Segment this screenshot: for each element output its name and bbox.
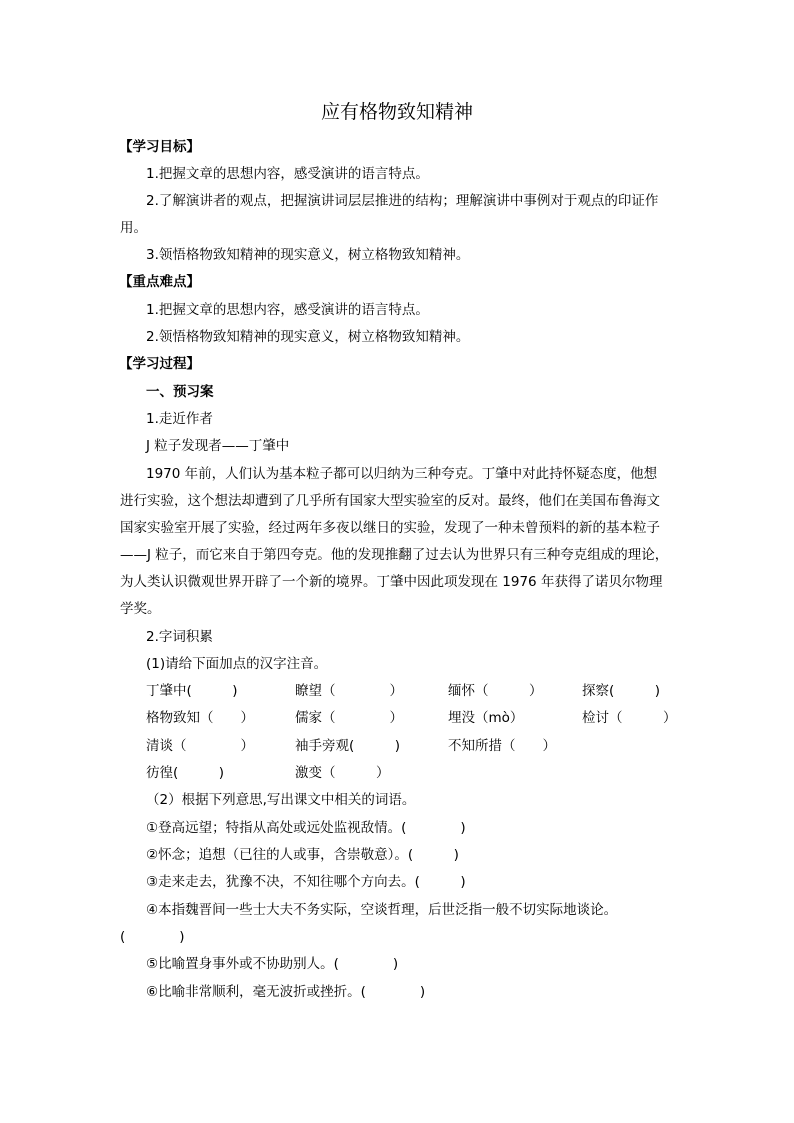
keypoint-item-1: 1.把握文章的思想内容，感受演讲的语言特点。 xyxy=(146,302,429,318)
word-cell: 激变（ ） xyxy=(295,765,390,781)
definition-item: ②怀念；追想（已往的人或事，含崇敬意）。( ) xyxy=(146,847,459,863)
page-title: 应有格物致知精神 xyxy=(320,101,473,123)
keypoint-item-2: 2.领悟格物致知精神的现实意义，树立格物致知精神。 xyxy=(146,329,470,345)
word-cell: 格物致知（ ） xyxy=(146,710,254,726)
definition-item: ①登高远望；特指从高处或远处监视敌情。( ) xyxy=(146,820,466,836)
part-heading-preview: 一、预习案 xyxy=(146,384,214,400)
question-meanings: （2）根据下列意思,写出课文中相关的词语。 xyxy=(146,792,416,808)
section-heading-objectives: 【学习目标】 xyxy=(119,139,200,155)
word-cell: 埋没（mò） xyxy=(448,710,524,726)
author-paragraph-line: 学奖。 xyxy=(120,601,161,617)
objective-item-1: 1.把握文章的思想内容，感受演讲的语言特点。 xyxy=(146,166,429,182)
question-pinyin: (1)请给下面加点的汉字注音。 xyxy=(146,656,328,672)
word-cell: 瞭望（ ） xyxy=(295,683,403,699)
word-cell: 清谈（ ） xyxy=(146,738,254,754)
definition-item: ③走来走去，犹豫不决，不知往哪个方向去。( ) xyxy=(146,874,466,890)
word-cell: 儒家（ ） xyxy=(295,710,403,726)
definition-item: ⑤比喻置身事外或不协助别人。( ) xyxy=(146,956,399,972)
section-heading-keypoints: 【重点难点】 xyxy=(119,274,200,290)
word-cell: 检讨（ ） xyxy=(582,710,677,726)
author-paragraph-line: 国家实验室开展了实验，经过两年多夜以继日的实验，发现了一种未曾预料的新的基本粒子 xyxy=(120,520,660,536)
objective-item-2-cont: 用。 xyxy=(120,220,147,236)
definition-item: ④本指魏晋间一些士大夫不务实际，空谈哲理，后世泛指一般不切实际地谈论。 xyxy=(146,902,618,918)
word-cell: 不知所措（ ） xyxy=(448,738,556,754)
definition-item: ⑥比喻非常顺利，毫无波折或挫折。( ) xyxy=(146,984,426,1000)
author-paragraph-line: 为人类认识微观世界开辟了一个新的境界。丁肇中因此项发现在 1976 年获得了诺贝尔物理 xyxy=(120,574,663,590)
step-author: 1.走近作者 xyxy=(146,411,213,427)
word-cell: 探察( ) xyxy=(582,683,661,699)
author-subtitle: J 粒子发现者——丁肇中 xyxy=(146,438,290,454)
section-heading-process: 【学习过程】 xyxy=(119,356,200,372)
author-paragraph-line: 1970 年前，人们认为基本粒子都可以归纳为三种夸克。丁肇中对此持怀疑态度，他想 xyxy=(146,466,658,482)
step-vocabulary: 2.字词积累 xyxy=(146,629,213,645)
author-paragraph-line: 进行实验，这个想法却遭到了几乎所有国家大型实验室的反对。最终，他们在美国布鲁海文 xyxy=(120,493,660,509)
word-cell: 彷徨( ) xyxy=(146,765,225,781)
objective-item-3: 3.领悟格物致知精神的现实意义，树立格物致知精神。 xyxy=(146,247,470,263)
word-cell: 袖手旁观( ) xyxy=(295,738,401,754)
word-cell: 缅怀（ ） xyxy=(448,683,543,699)
definition-item-cont: ( ) xyxy=(120,929,185,945)
objective-item-2: 2.了解演讲者的观点，把握演讲词层层推进的结构；理解演讲中事例对于观点的印证作 xyxy=(146,193,659,209)
word-cell: 丁肇中( ) xyxy=(146,683,238,699)
author-paragraph-line: ——J 粒子，而它来自于第四夸克。他的发现推翻了过去认为世界只有三种夸克组成的理论， xyxy=(120,547,669,563)
